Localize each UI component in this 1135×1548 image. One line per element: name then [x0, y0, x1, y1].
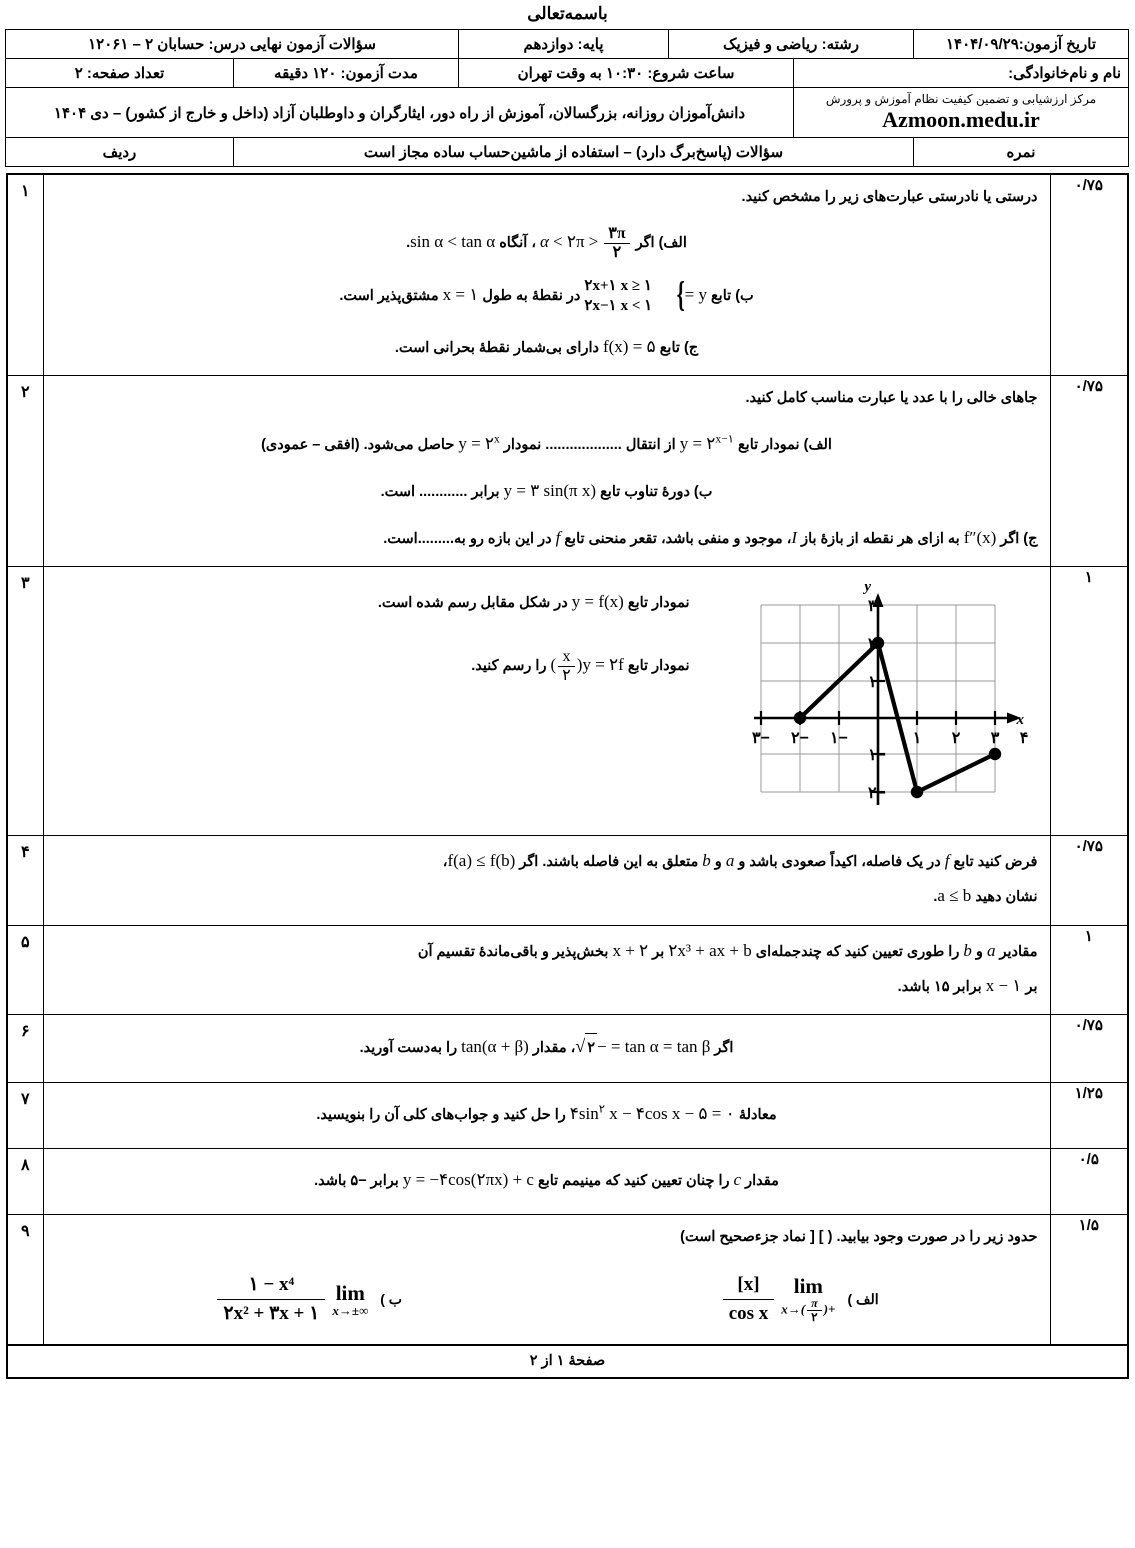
q1-part-b	[56, 276, 1038, 317]
q8-text-a: مقدار	[745, 1173, 779, 1190]
exam-title-cell: سؤالات آزمون نهایی درس: حسابان ۲ – ۱۲۰۶۱	[6, 30, 459, 59]
q1-a-lt1: <	[588, 232, 599, 252]
q8-var-c: c	[733, 1170, 742, 1190]
q1-b-suffix: مشتق‌پذیر است.	[339, 287, 439, 304]
questions-column-header: سؤالات (پاسخ‌برگ دارد) – استفاده از ماشین‌حساب ساده مجاز است	[234, 138, 914, 167]
q6-sqrt	[575, 1029, 597, 1064]
q3-text	[56, 575, 690, 686]
q6-text-a: اگر	[714, 1039, 734, 1056]
q1-part-c	[56, 330, 1038, 363]
graph-point-4	[988, 748, 1000, 760]
basmala-line: باسمه‌تعالی	[527, 4, 608, 23]
question-number-9: ۹	[7, 1215, 43, 1345]
header-row-2	[6, 59, 1129, 88]
question-row-3	[7, 566, 1128, 835]
q9-part-be	[214, 1273, 402, 1326]
question-row-6	[7, 1014, 1128, 1082]
q2-part-c	[56, 521, 1038, 554]
y-tick-1: ۱	[867, 673, 877, 691]
question-number-6: ۶	[7, 1014, 43, 1082]
q7-equation	[570, 1104, 735, 1123]
question-row-1	[7, 174, 1128, 376]
q3-line2-fn-open: y = ۲f(	[576, 655, 624, 675]
q3-line-1	[56, 585, 690, 618]
q1-a-frac-num: ۳π	[604, 225, 629, 244]
q9-alef-under-num: π	[807, 1297, 822, 1311]
q3-line1-prefix: نمودار تابع	[627, 594, 690, 611]
q4-text-b: در یک فاصله، اکیداً صعودی باشد و	[738, 854, 941, 871]
q1-b-y: y =	[684, 284, 707, 304]
score-column-header: نمره	[914, 138, 1129, 167]
q4-var-a: a	[725, 851, 735, 871]
q9-alef-under-post: )+	[823, 1301, 836, 1317]
q1-b-case1-condition: x ≥ ۱	[620, 277, 652, 294]
q5-var-b: b	[963, 940, 972, 960]
q2-a-prefix: الف) نمودار تابع	[737, 436, 832, 453]
q1-b-point: x = ۱	[442, 284, 479, 304]
q6-line	[56, 1029, 1038, 1064]
x-tick-2: ۲	[951, 729, 960, 747]
q1-a-then: ، آنگاه	[499, 235, 536, 252]
q7-text-b: را حل کنید و جواب‌های کلی آن را بنویسید.	[316, 1106, 566, 1123]
question-row-8	[7, 1149, 1128, 1215]
page-footer: صفحهٔ ۱ از ۲	[6, 1346, 1129, 1379]
y-axis-label: y	[863, 578, 871, 595]
x-tick-1: ۱	[912, 729, 921, 747]
q9-be-expression	[217, 1273, 325, 1326]
question-body-4	[43, 836, 1050, 925]
q4-line2-text: نشان دهید	[975, 889, 1038, 906]
q2-a-mid2: نمودار	[503, 436, 542, 453]
q2-part-b	[56, 474, 1038, 507]
q8-function: y = −۴cos(۲πx) + c	[402, 1170, 534, 1190]
q3-line1-function: y = f(x)	[571, 591, 624, 611]
question-row-9	[7, 1215, 1128, 1345]
q1-b-case-1	[584, 278, 672, 294]
q9-alef-under-fraction	[807, 1297, 822, 1324]
q1-c-function: f(x) = ۵	[602, 337, 656, 357]
q2-a-mid1: از انتقال	[625, 436, 676, 453]
student-name-cell: نام و نام‌خانوادگی:	[794, 59, 1129, 88]
q1-a-frac-den: ۲	[612, 244, 622, 262]
q9-be-numerator: ۱ − x⁴	[217, 1273, 325, 1300]
q1-a-fraction	[604, 225, 629, 261]
q1-stem: درستی یا نادرستی عبارت‌های زیر را مشخص کنید.	[741, 189, 1038, 206]
q4-comma: ،	[442, 854, 448, 871]
question-number-8: ۸	[7, 1149, 43, 1215]
q9-be-label: ب )	[380, 1291, 402, 1308]
q1-a-prefix: الف) اگر	[635, 235, 687, 252]
q9-alef-denominator: cos x	[728, 1303, 769, 1325]
question-row-4	[7, 836, 1128, 925]
q9-alef-under-pre: x→(	[781, 1301, 806, 1317]
x-tick--3: −۳	[751, 729, 770, 747]
question-row-2	[7, 376, 1128, 567]
q9-stem: حدود زیر را در صورت وجود بیابید. ( ] [ نماد جزءصحیح است)	[680, 1229, 1038, 1246]
q1-b-case2-condition: x < ۱	[620, 297, 653, 314]
exam-date-cell: تاریخ آزمون:۱۴۰۴/۰۹/۲۹	[914, 30, 1129, 59]
q6-text-b: ، مقدار	[532, 1039, 576, 1056]
radical-icon: √	[575, 1035, 586, 1056]
q5-text-c: بر	[652, 943, 665, 960]
q2-c-blank: .........	[417, 530, 454, 547]
q4-line-2	[56, 879, 1038, 912]
q1-b-prefix: ب) تابع	[710, 287, 754, 304]
q2-a-blank-1: ...................	[545, 436, 622, 453]
header-row-4	[6, 138, 1129, 167]
q5-text-d: بخش‌پذیر و باقی‌ماندهٔ تقسیم آن	[417, 943, 609, 960]
question-number-4: ۴	[7, 836, 43, 925]
question-body-5	[43, 925, 1050, 1014]
q4-f: f	[944, 851, 950, 871]
q1-b-mid: در نقطهٔ به طول	[482, 287, 581, 304]
q2-b-mid: برابر	[471, 483, 500, 500]
y-tick--1: −۱	[867, 746, 886, 764]
q5-text-b: را طوری تعیین کنید که چندجمله‌ای	[755, 943, 960, 960]
q9-limits-row	[56, 1273, 1038, 1326]
q1-c-suffix: دارای بی‌شمار نقطهٔ بحرانی است.	[394, 340, 599, 357]
q5-polynomial: ۲x³ + ax + b	[668, 940, 752, 960]
q9-be-limit-operator	[332, 1282, 368, 1318]
q3-line2-fraction	[558, 648, 575, 684]
x-tick--2: −۲	[790, 729, 809, 747]
q2-a-fn1-exponent: x−۱	[715, 431, 734, 445]
q1-b-cases	[584, 276, 684, 317]
row-column-header: ردیف	[6, 138, 234, 167]
x-tick-4: ۴	[1019, 729, 1028, 747]
q3-line2-frac-num: x	[558, 648, 575, 667]
q9-alef-numerator: [x]	[723, 1273, 775, 1300]
q2-c-prefix: ج) اگر	[1000, 530, 1038, 547]
q1-a-dot: .	[406, 235, 411, 252]
question-number-2: ۲	[7, 376, 43, 567]
graph-point-1	[793, 712, 805, 724]
q2-a-suffix: حاصل می‌شود. (افقی – عمودی)	[261, 436, 455, 453]
question-score-9: ۱/۵	[1050, 1215, 1128, 1345]
q2-b-function: y = ۳ sin(π x)	[503, 480, 597, 500]
q2-b-prefix: ب) دورهٔ تناوب تابع	[600, 483, 713, 500]
q6-equation: tan α = tan β = −	[597, 1036, 711, 1056]
q9-alef-limit-target	[781, 1297, 835, 1324]
q5-divisor-1: x + ۲	[612, 940, 649, 960]
y-tick-2: ۲	[867, 635, 877, 653]
q1-a-alpha: α	[540, 232, 549, 252]
q1-b-case2-value: ۲x−۱	[584, 297, 617, 314]
q5-text-a: مقادیر	[999, 943, 1038, 960]
q3-line2-frac-den: ۲	[562, 666, 571, 684]
q2-a-fn2-base: y = ۲	[458, 433, 495, 453]
q7-line	[56, 1097, 1038, 1130]
q1-c-prefix: ج) تابع	[659, 340, 699, 357]
q4-var-b: b	[702, 851, 711, 871]
q8-text-c: برابر −۵ باشد.	[314, 1173, 399, 1190]
q2-a-function-2	[458, 431, 500, 453]
q2-c-mid2: ، موجود و منفی باشد، تقعر منحنی تابع	[564, 530, 792, 547]
page-count-cell: تعداد صفحه: ۲	[6, 59, 234, 88]
q3-line2-suffix: را رسم کنید.	[471, 658, 547, 675]
q2-c-mid1: به ازای هر نقطه از بازهٔ باز	[801, 530, 960, 547]
q7-eq-exponent: ۲	[598, 1102, 605, 1116]
graph-point-3	[910, 786, 922, 798]
header-row-1	[6, 30, 1129, 59]
question-score-8: ۰/۵	[1050, 1149, 1128, 1215]
q9-part-alef	[720, 1273, 879, 1326]
q6-target: tan(α + β)	[461, 1036, 529, 1056]
q1-part-a	[56, 225, 1038, 261]
q2-stem: جاهای خالی را با عدد یا عبارت مناسب کامل کنید.	[745, 390, 1038, 407]
q2-a-fn1-base: y = ۲	[679, 433, 716, 453]
q9-alef-lim: lim	[793, 1273, 823, 1298]
q2-c-suffix: است.	[383, 530, 418, 547]
q6-sqrt-radicand: ۲	[585, 1033, 597, 1062]
header-row-3	[6, 88, 1129, 138]
q2-a-function-1	[679, 431, 734, 453]
question-body-6	[43, 1014, 1050, 1082]
question-body-1	[43, 174, 1050, 376]
q4-line2-inequality: a ≤ b	[937, 886, 972, 906]
question-body-2	[43, 376, 1050, 567]
x-axis-label: x	[1016, 711, 1024, 728]
graph-axes	[751, 599, 1013, 805]
q4-inequality: f(a) ≤ f(b)	[447, 851, 516, 871]
q7-eq-pre: ۴sin	[569, 1103, 599, 1123]
question-score-2: ۰/۷۵	[1050, 376, 1128, 567]
q2-part-a	[56, 427, 1038, 460]
duration-cell: مدت آزمون: ۱۲۰ دقیقه	[234, 59, 459, 88]
q4-line2-dot: .	[933, 889, 938, 906]
question-number-3: ۳	[7, 566, 43, 835]
question-score-1: ۰/۷۵	[1050, 174, 1128, 376]
question-score-5: ۱	[1050, 925, 1128, 1014]
exam-header-table	[5, 29, 1129, 167]
q1-a-lt2: < ۲π	[553, 232, 585, 252]
q2-a-fn2-exponent: x	[494, 431, 500, 445]
q7-text-a: معادلهٔ	[738, 1106, 777, 1123]
q2-b-suffix: است.	[380, 483, 416, 500]
q7-eq-post: x − ۴cos x − ۵ = ۰	[609, 1103, 735, 1123]
q4-text-a: فرض کنید تابع	[953, 854, 1038, 871]
question-score-4: ۰/۷۵	[1050, 836, 1128, 925]
q5-var-a: a	[986, 940, 996, 960]
q9-alef-under-den: ۲	[811, 1310, 818, 1325]
q3-line-2	[56, 648, 690, 684]
q4-line-1	[56, 844, 1038, 877]
q5-divisor-2: x − ۱	[985, 975, 1022, 995]
q3-line2-prefix: نمودار تابع	[627, 658, 690, 675]
q1-b-case1-value: ۲x+۱	[584, 277, 617, 294]
graph-svg	[706, 577, 1036, 817]
function-graph	[706, 577, 1036, 827]
q9-alef-limit-operator	[781, 1275, 835, 1324]
q5-line-2	[56, 969, 1038, 1002]
q1-b-case-2	[584, 298, 672, 314]
question-body-9	[43, 1215, 1050, 1345]
q2-c-f: f	[555, 527, 561, 547]
q3-line2-fn-close: )	[550, 655, 557, 675]
q5-line2-text-a: بر	[1025, 978, 1038, 995]
q2-b-blank: ............	[419, 483, 468, 500]
q5-and: و	[975, 943, 983, 960]
question-score-6: ۰/۷۵	[1050, 1014, 1128, 1082]
q2-c-second-derivative: f″(x)	[963, 527, 997, 547]
question-number-5: ۵	[7, 925, 43, 1014]
q9-be-lim: lim	[335, 1280, 365, 1305]
q1-a-inequality: sin α < tan α	[410, 232, 496, 252]
q9-alef-label: الف )	[847, 1291, 879, 1308]
q3-line1-suffix: در شکل مقابل رسم شده است.	[377, 594, 568, 611]
x-tick-3: ۳	[990, 729, 999, 747]
questions-table	[6, 173, 1129, 1346]
question-row-7	[7, 1082, 1128, 1148]
q4-text-c: متعلق به این فاصله باشند. اگر	[519, 854, 699, 871]
q9-be-limit-target: x→±∞	[332, 1302, 369, 1318]
question-score-3: ۱	[1050, 566, 1128, 835]
q9-alef-expression	[723, 1273, 775, 1326]
start-time-cell: ساعت شروع: ۱۰:۳۰ به وقت تهران	[459, 59, 794, 88]
field-cell: رشته: ریاضی و فیزیک	[669, 30, 914, 59]
q8-line	[56, 1163, 1038, 1196]
question-body-7	[43, 1082, 1050, 1148]
question-number-1: ۱	[7, 174, 43, 376]
question-body-3	[43, 566, 1050, 835]
question-row-5	[7, 925, 1128, 1014]
q8-text-b: را چنان تعیین کنید که مینیمم تابع	[538, 1173, 730, 1190]
x-tick-labels	[752, 730, 1028, 747]
org-cell	[794, 88, 1129, 138]
q5-line-1	[56, 934, 1038, 967]
org-name: مرکز ارزشیابی و تضمین کیفیت نظام آموزش و پرورش	[825, 92, 1097, 106]
org-website: Azmoon.medu.ir	[882, 106, 1040, 132]
y-tick--2: −۲	[867, 784, 886, 802]
x-tick--1: −۱	[829, 729, 848, 747]
q6-text-c: را به‌دست آورید.	[359, 1039, 458, 1056]
q2-c-interval: I	[791, 527, 798, 547]
q4-and: و	[714, 854, 722, 871]
q3-line2-function	[550, 648, 624, 684]
audience-cell: دانش‌آموزان روزانه، بزرگسالان، آموزش از راه دور، ایثارگران و داوطلبان آزاد (داخل و خارج از کشور) – دی ۱۴۰۴	[6, 88, 794, 138]
question-body-8	[43, 1149, 1050, 1215]
q2-c-mid3: در این بازه رو به	[453, 530, 552, 547]
y-tick-3: ۳	[867, 597, 877, 615]
question-number-7: ۷	[7, 1082, 43, 1148]
q9-be-denominator: ۲x² + ۳x + ۱	[223, 1303, 320, 1325]
question-score-7: ۱/۲۵	[1050, 1082, 1128, 1148]
grade-cell: پایه: دوازدهم	[459, 30, 669, 59]
q5-line2-text-b: برابر ۱۵ باشد.	[897, 978, 982, 995]
